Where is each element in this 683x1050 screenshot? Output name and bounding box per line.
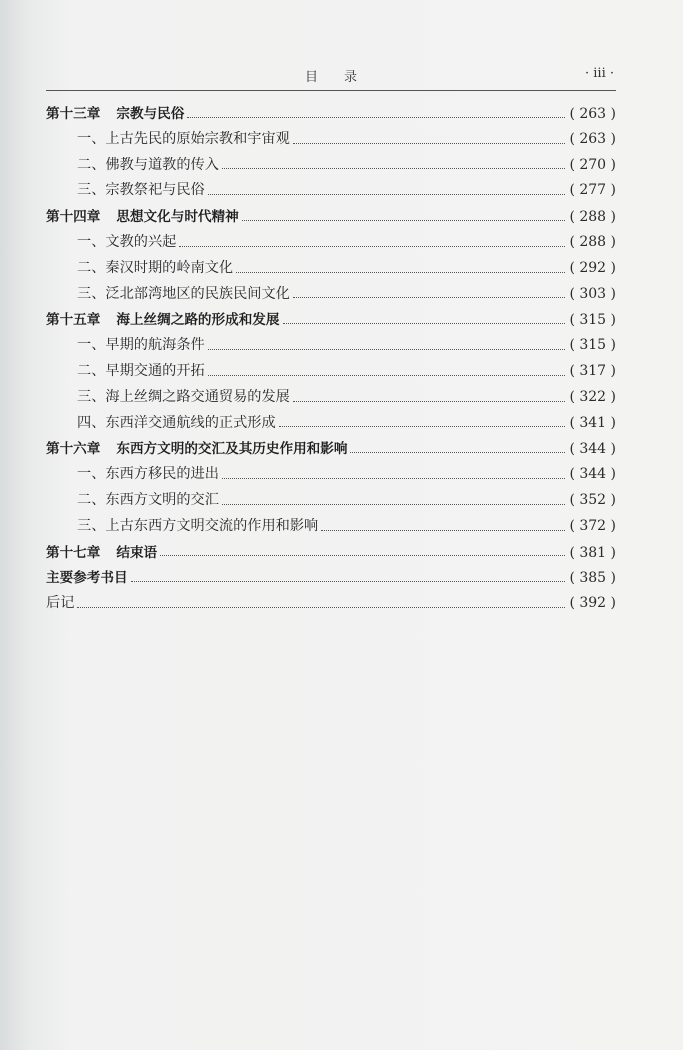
entry-title: 后记: [46, 595, 75, 612]
entry-title: 东西方文明的交汇及其历史作用和影响: [116, 441, 348, 458]
chapter-number: 第十六章: [46, 441, 101, 458]
entry-title: 二、秦汉时期的岭南文化: [77, 259, 234, 276]
dot-leader: [293, 401, 565, 402]
toc-entry-title-group: [46, 489, 219, 509]
dot-leader: [160, 555, 565, 556]
entry-title: 二、早期交通的开拓: [77, 362, 205, 379]
toc-entry-title-group: [46, 154, 219, 174]
dot-leader: [131, 581, 565, 582]
entry-title: 三、宗教祭祀与民俗: [77, 182, 205, 199]
toc-chapter-entry: [46, 308, 616, 334]
toc-section-entry: [46, 334, 616, 360]
entry-title: 一、早期的航海条件: [77, 337, 205, 354]
toc-entry-title-group: [46, 592, 74, 612]
toc-entry-title-group: [46, 566, 128, 586]
dot-leader: [179, 246, 565, 247]
entry-title: 思想文化与时代精神: [116, 209, 239, 226]
dot-leader: [293, 143, 565, 144]
toc-chapter-entry: [46, 592, 616, 618]
entry-title: 宗教与民俗: [116, 106, 185, 122]
entry-page-number: ( 385 ): [569, 570, 616, 587]
entry-title: 三、上古东西方文明交流的作用和影响: [77, 517, 319, 534]
entry-page-number: ( 277 ): [569, 182, 616, 199]
toc-section-entry: [46, 231, 616, 257]
entry-page-number: ( 372 ): [569, 517, 616, 534]
toc-section-entry: [46, 412, 616, 438]
entry-page-number: ( 392 ): [569, 595, 616, 612]
dot-leader: [279, 426, 565, 427]
dot-leader: [208, 349, 565, 350]
dot-leader: [242, 220, 565, 221]
table-of-contents: [46, 102, 616, 618]
dot-leader: [222, 478, 565, 479]
dot-leader: [293, 297, 565, 298]
chapter-number: 第十五章: [46, 312, 101, 329]
toc-section-entry: [46, 128, 616, 154]
toc-entry-title-group: [46, 205, 239, 225]
toc-entry-title-group: [46, 437, 347, 457]
entry-title: 一、东西方移民的进出: [77, 466, 219, 483]
toc-entry-title-group: [46, 541, 157, 561]
toc-entry-title-group: [46, 412, 276, 432]
entry-page-number: ( 344 ): [569, 466, 616, 483]
toc-entry-title-group: [46, 231, 176, 251]
toc-chapter-entry: [46, 205, 616, 231]
entry-page-number: ( 381 ): [569, 544, 616, 561]
dot-leader: [208, 375, 565, 376]
running-header: [46, 66, 616, 91]
entry-title: 一、文教的兴起: [77, 233, 177, 250]
chapter-number: 第十三章: [46, 106, 101, 122]
entry-page-number: ( 317 ): [569, 362, 616, 379]
entry-title: 二、东西方文明的交汇: [77, 491, 219, 508]
toc-entry-title-group: [46, 257, 233, 277]
toc-section-entry: [46, 257, 616, 283]
entry-title: 结束语: [116, 544, 158, 561]
dot-leader: [350, 452, 565, 453]
entry-page-number: ( 263 ): [569, 106, 616, 122]
dot-leader: [321, 530, 565, 531]
dot-leader: [283, 323, 566, 324]
dot-leader: [222, 504, 565, 505]
entry-page-number: ( 270 ): [569, 156, 616, 173]
toc-entry-title-group: [46, 308, 280, 328]
entry-title: 二、佛教与道教的传入: [77, 156, 219, 173]
entry-page-number: ( 288 ): [569, 233, 616, 250]
dot-leader: [222, 168, 565, 169]
toc-entry-title-group: [46, 102, 184, 122]
entry-title: 三、海上丝绸之路交通贸易的发展: [77, 388, 290, 405]
entry-page-number: ( 315 ): [569, 312, 616, 329]
dot-leader: [236, 272, 565, 273]
entry-page-number: ( 263 ): [569, 130, 616, 147]
toc-entry-title-group: [46, 463, 219, 483]
toc-section-entry: [46, 179, 616, 205]
entry-title: 四、东西洋交通航线的正式形成: [77, 414, 276, 431]
chapter-number: 第十四章: [46, 209, 101, 226]
entry-page-number: ( 322 ): [569, 388, 616, 405]
entry-title: 海上丝绸之路的形成和发展: [116, 312, 280, 329]
toc-chapter-entry: [46, 102, 616, 128]
entry-page-number: ( 303 ): [569, 285, 616, 302]
toc-entry-title-group: [46, 334, 205, 354]
toc-section-entry: [46, 360, 616, 386]
entry-title: 主要参考书目: [46, 570, 128, 587]
toc-entry-title-group: [46, 515, 318, 535]
toc-section-entry: [46, 489, 616, 515]
chapter-number: 第十七章: [46, 544, 101, 561]
header-title: 目录: [304, 70, 383, 85]
toc-entry-title-group: [46, 128, 290, 148]
entry-page-number: ( 344 ): [569, 441, 616, 458]
entry-page-number: ( 352 ): [569, 491, 616, 508]
entry-page-number: ( 341 ): [569, 414, 616, 431]
header-page-number: · iii ·: [584, 66, 614, 81]
dot-leader: [208, 194, 565, 195]
toc-section-entry: [46, 154, 616, 180]
toc-entry-title-group: [46, 283, 290, 303]
toc-chapter-entry: [46, 566, 616, 592]
toc-section-entry: [46, 463, 616, 489]
dot-leader: [187, 117, 565, 118]
dot-leader: [77, 607, 565, 608]
toc-entry-title-group: [46, 360, 205, 380]
toc-section-entry: [46, 283, 616, 309]
entry-title: 三、泛北部湾地区的民族民间文化: [77, 285, 290, 302]
entry-title: 一、上古先民的原始宗教和宇宙观: [77, 130, 290, 147]
entry-page-number: ( 315 ): [569, 337, 616, 354]
toc-section-entry: [46, 386, 616, 412]
toc-entry-title-group: [46, 179, 205, 199]
entry-page-number: ( 288 ): [569, 209, 616, 226]
toc-entry-title-group: [46, 386, 290, 406]
toc-chapter-entry: [46, 541, 616, 567]
toc-chapter-entry: [46, 437, 616, 463]
toc-section-entry: [46, 515, 616, 541]
entry-page-number: ( 292 ): [569, 259, 616, 276]
